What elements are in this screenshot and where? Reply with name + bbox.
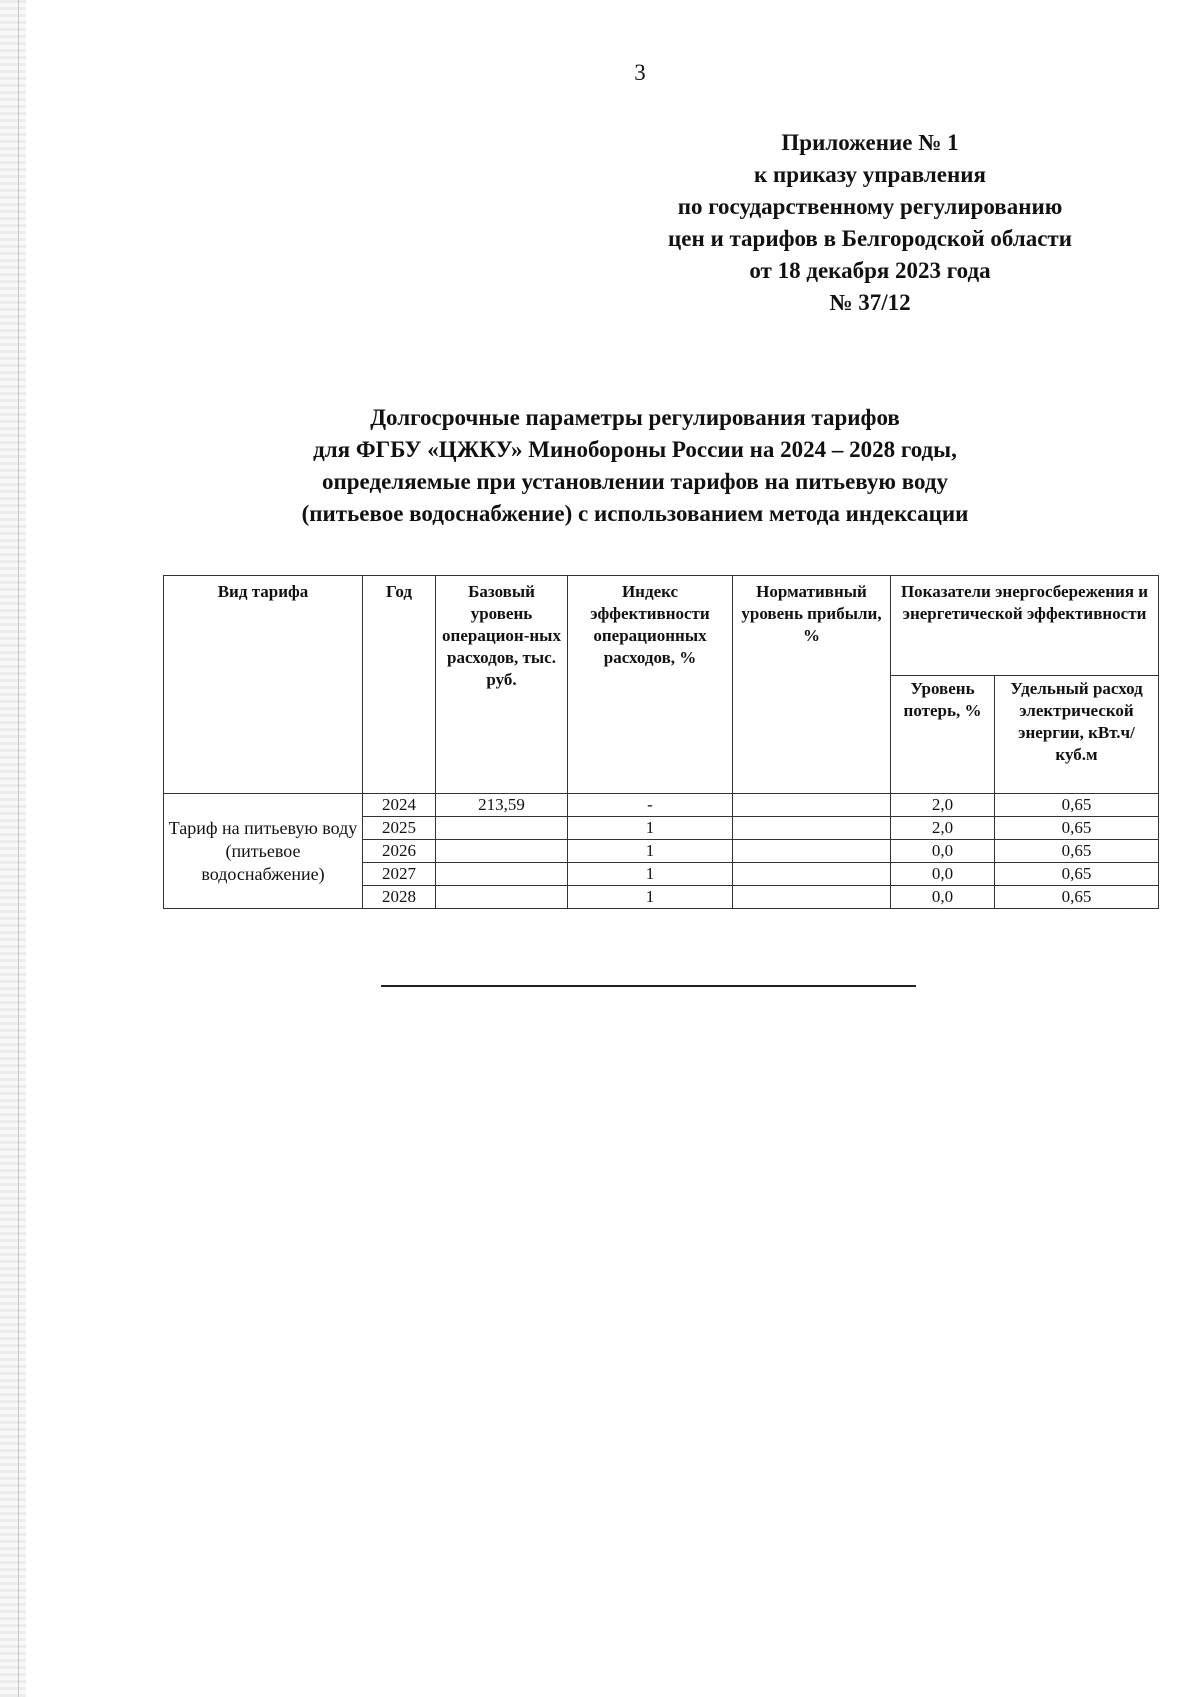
appendix-line: к приказу управления (754, 162, 986, 187)
efficiency-index-cell: 1 (568, 840, 733, 863)
title-line: (питьевое водоснабжение) с использованием метода индексации (301, 501, 969, 526)
scan-margin-line (18, 0, 19, 1697)
header-tariff-type: Вид тарифа (164, 576, 363, 794)
header-base-opex: Базовый уровень операцион-ных расходов, тыс. руб. (436, 576, 568, 794)
loss-level-cell: 2,0 (891, 817, 995, 840)
year-cell: 2024 (363, 794, 436, 817)
efficiency-index-cell: 1 (568, 886, 733, 909)
loss-level-cell: 0,0 (891, 840, 995, 863)
base-opex-cell (436, 886, 568, 909)
table-row (164, 794, 1159, 817)
appendix-header (620, 127, 1120, 319)
header-specific-power: Удельный расход электрической энергии, кВт.ч/куб.м (995, 676, 1159, 794)
specific-power-cell: 0,65 (995, 817, 1159, 840)
profit-level-cell (733, 886, 891, 909)
header-profit-level: Нормативный уровень прибыли, % (733, 576, 891, 794)
year-cell: 2026 (363, 840, 436, 863)
appendix-line: Приложение № 1 (781, 130, 959, 155)
loss-level-cell: 0,0 (891, 863, 995, 886)
appendix-line: № 37/12 (829, 290, 911, 315)
title-line: Долгосрочные параметры регулирования тарифов (370, 405, 900, 430)
year-cell: 2027 (363, 863, 436, 886)
base-opex-cell: 213,59 (436, 794, 568, 817)
title-line: для ФГБУ «ЦЖКУ» Минобороны России на 2024 – 2028 годы, (313, 437, 957, 462)
profit-level-cell (733, 817, 891, 840)
efficiency-index-cell: - (568, 794, 733, 817)
specific-power-cell: 0,65 (995, 794, 1159, 817)
appendix-line: цен и тарифов в Белгородской области (668, 226, 1072, 251)
loss-level-cell: 0,0 (891, 886, 995, 909)
header-loss-level: Уровень потерь, % (891, 676, 995, 794)
profit-level-cell (733, 863, 891, 886)
header-year: Год (363, 576, 436, 794)
title-line: определяемые при установлении тарифов на питьевую воду (322, 469, 948, 494)
appendix-line: по государственному регулированию (677, 194, 1063, 219)
profit-level-cell (733, 794, 891, 817)
document-title (230, 402, 1040, 530)
tariff-parameters-table (163, 575, 1159, 909)
appendix-line: от 18 декабря 2023 года (749, 258, 991, 283)
specific-power-cell: 0,65 (995, 840, 1159, 863)
specific-power-cell: 0,65 (995, 886, 1159, 909)
page-number: 3 (634, 60, 646, 85)
year-cell: 2025 (363, 817, 436, 840)
efficiency-index-cell: 1 (568, 863, 733, 886)
base-opex-cell (436, 840, 568, 863)
base-opex-cell (436, 863, 568, 886)
base-opex-cell (436, 817, 568, 840)
tariff-name-cell: Тариф на питьевую воду (питьевое водоснабжение) (164, 794, 363, 909)
year-cell: 2028 (363, 886, 436, 909)
header-efficiency-index: Индекс эффективности операционных расходов, % (568, 576, 733, 794)
profit-level-cell (733, 840, 891, 863)
closing-rule (381, 985, 916, 987)
header-energy-indicators: Показатели энергосбережения и энергетической эффективности (891, 576, 1159, 676)
efficiency-index-cell: 1 (568, 817, 733, 840)
specific-power-cell: 0,65 (995, 863, 1159, 886)
loss-level-cell: 2,0 (891, 794, 995, 817)
scan-margin (0, 0, 26, 1697)
